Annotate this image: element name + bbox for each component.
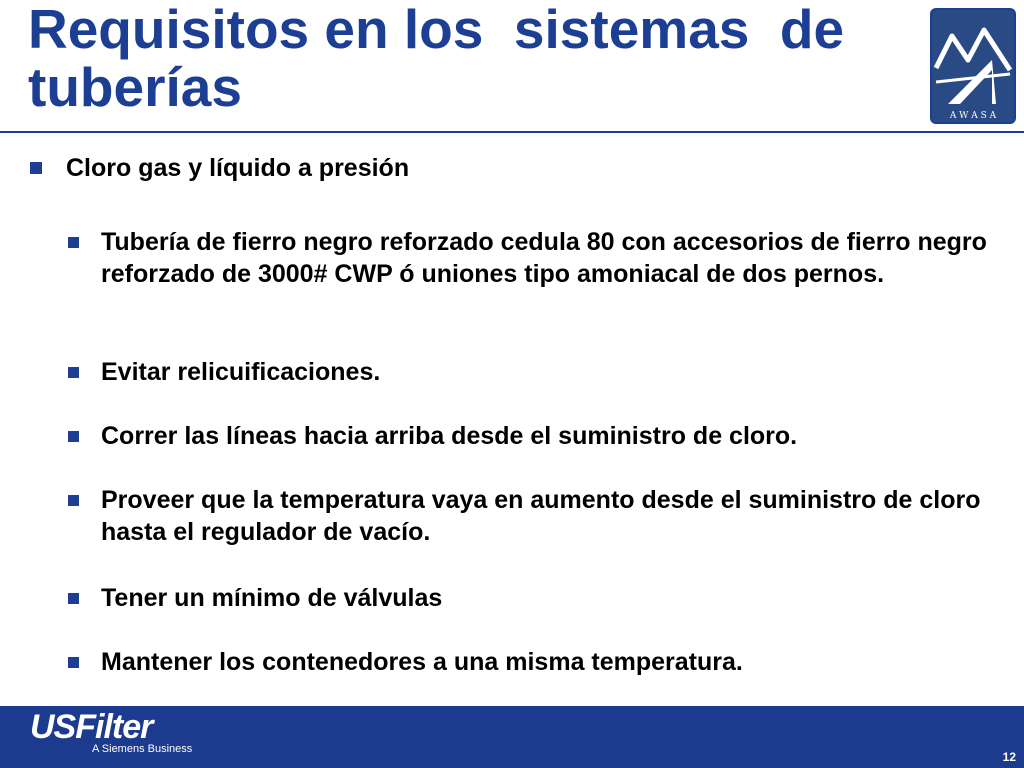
slide-title-line-2: tuberías: [28, 56, 242, 118]
sub-bullet-1: [68, 226, 998, 290]
sub-bullet-text: Proveer que la temperatura vaya en aumento desde el suministro de cloro hasta el regulador de vacío.: [101, 486, 981, 546]
bullet-text: Cloro gas y líquido a presión: [66, 154, 410, 182]
awasa-logo-text: A W A S A: [949, 111, 997, 121]
square-bullet-icon: [68, 367, 79, 378]
page-number: 12: [1002, 750, 1016, 764]
sub-bullet-text: Mantener los contenedores a una misma temperatura.: [101, 648, 743, 676]
sub-bullet-text: Tener un mínimo de válvulas: [101, 584, 443, 612]
square-bullet-icon: [30, 162, 42, 174]
footer-bar: [0, 706, 1024, 768]
usfilter-logo: USFilter: [30, 708, 153, 746]
sub-bullet-6: [68, 646, 998, 678]
square-bullet-icon: [68, 237, 79, 248]
square-bullet-icon: [68, 431, 79, 442]
sub-bullet-text: Tubería de fierro negro reforzado cedula 80 con accesorios de fierro negro reforzado de 3000# CWP ó uniones tipo amoniacal de dos pernos.: [101, 228, 987, 288]
square-bullet-icon: [68, 593, 79, 604]
square-bullet-icon: [68, 495, 79, 506]
sub-bullet-3: [68, 420, 998, 452]
bullet-level-1: [30, 152, 409, 184]
sub-bullet-4: [68, 484, 998, 548]
footer-tagline: A Siemens Business: [92, 743, 193, 755]
sub-bullet-text: Correr las líneas hacia arriba desde el suministro de cloro.: [101, 422, 798, 450]
sub-bullet-2: [68, 356, 998, 388]
square-bullet-icon: [68, 657, 79, 668]
slide-title-line-1: Requisitos en los sistemas de: [28, 0, 845, 60]
sub-bullet-5: [68, 582, 998, 614]
sub-bullet-text: Evitar relicuificaciones.: [101, 358, 381, 386]
